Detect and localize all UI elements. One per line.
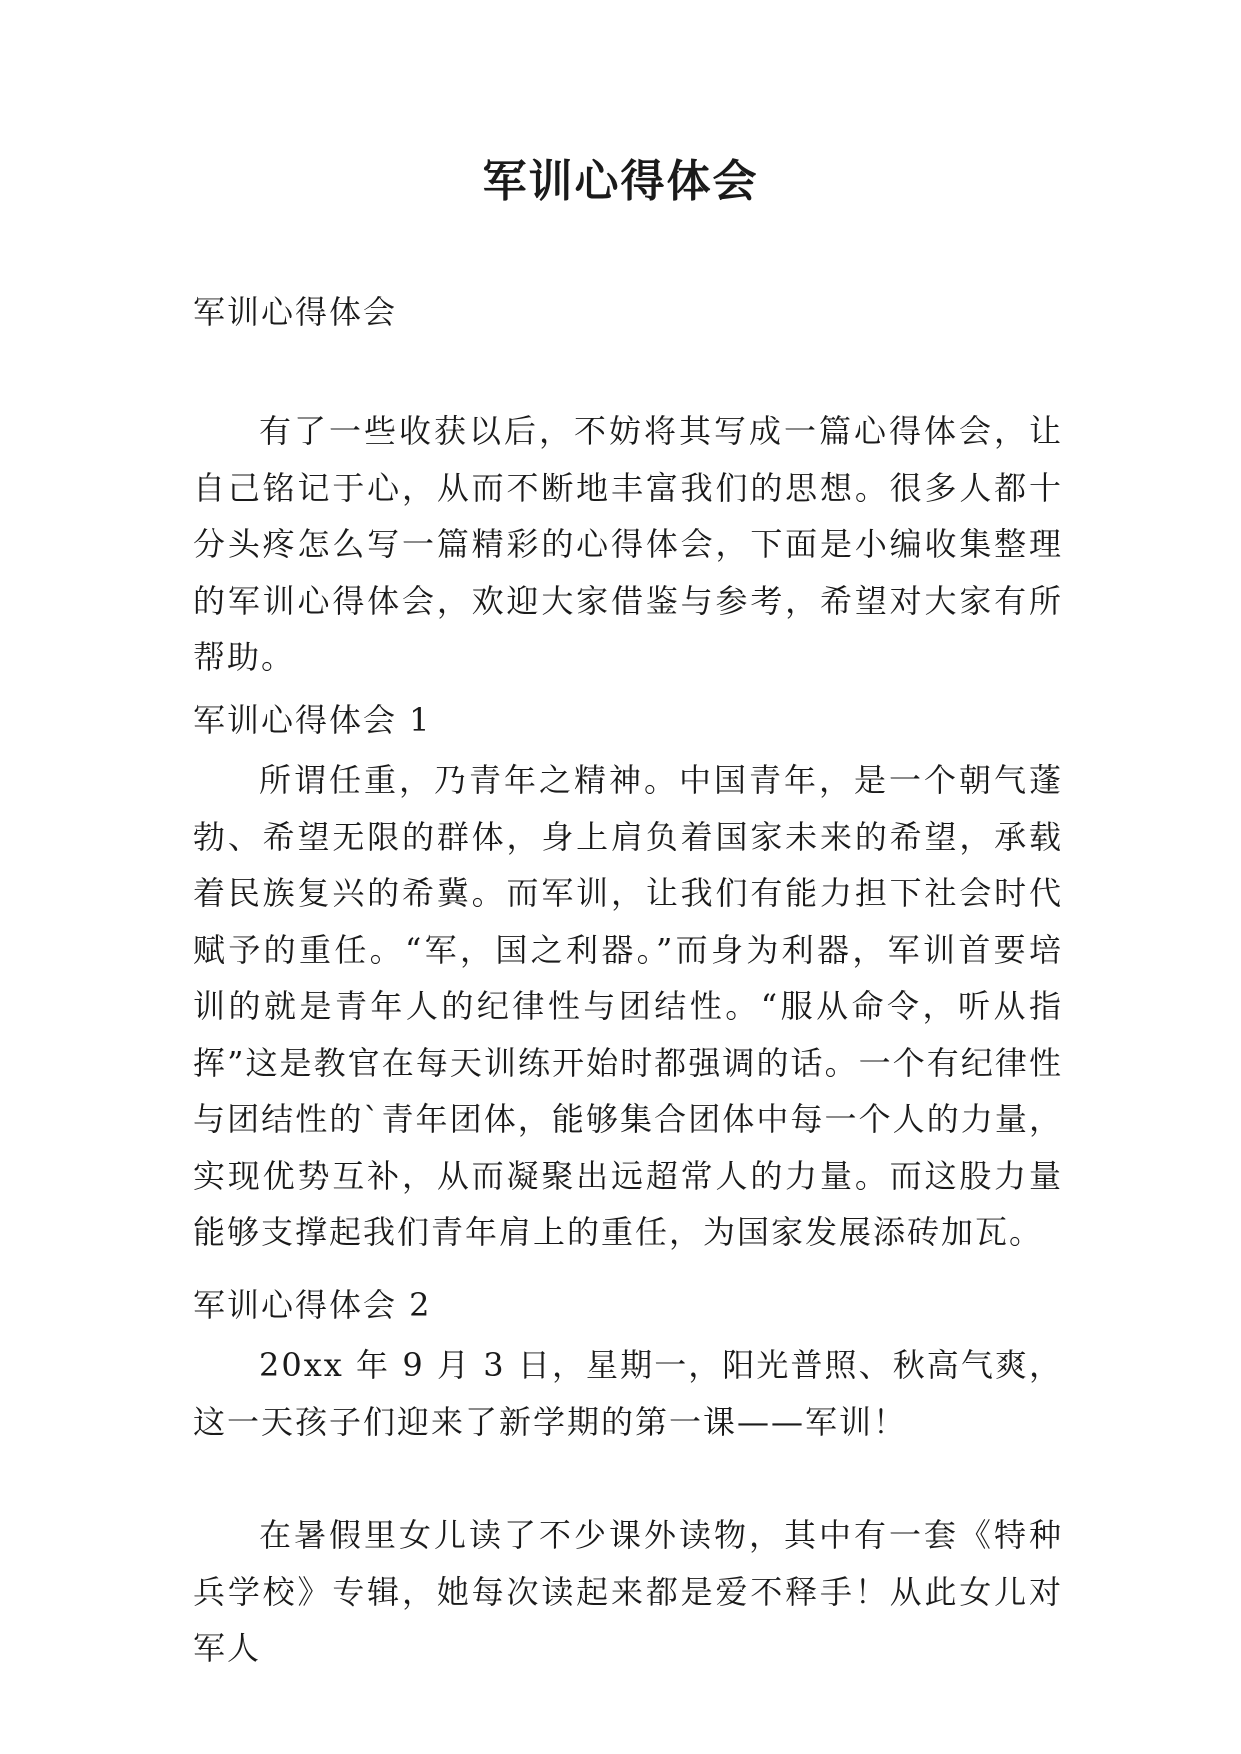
intro-paragraph: 有了一些收获以后，不妨将其写成一篇心得体会，让自己铭记于心，从而不断地丰富我们的思想。很多人都十分头疼怎么写一篇精彩的心得体会，下面是小编收集整理的军训心得体会，欢迎大家借鉴与参考，希望对大家有所帮助。 — [193, 412, 1063, 676]
section-2-heading: 军训心得体会 2 — [193, 1286, 432, 1324]
section-2-paragraph-2: 在暑假里女儿读了不少课外读物，其中有一套《特种兵学校》专辑，她每次读起来都是爱不释手！从此女儿对军人 — [193, 1516, 1063, 1667]
section-2-paragraph-1: 20xx 年 9 月 3 日，星期一，阳光普照、秋高气爽，这一天孩子们迎来了新学期的第一课——军训！ — [193, 1346, 1063, 1441]
section-1-heading: 军训心得体会 1 — [193, 701, 432, 739]
document-title: 军训心得体会 — [482, 156, 759, 207]
section-1-paragraph: 所谓任重，乃青年之精神。中国青年，是一个朝气蓬勃、希望无限的群体，身上肩负着国家未来的希望，承载着民族复兴的希冀。而军训，让我们有能力担下社会时代赋予的重任。“军，国之利器。”而身为利器，军训首要培训的就是青年人的纪律性与团结性。“服从命令，听从指挥”这是教官在每天训练开始时都强调的话。一个有纪律性与团结性的`青年团体，能够集合团体中每一个人的力量，实现优势互补，从而凝聚出远超常人的力量。而这股力量能够支撑起我们青年肩上的重任，为国家发展添砖加瓦。 — [193, 761, 1063, 1251]
document-subtitle: 军训心得体会 — [193, 293, 398, 331]
